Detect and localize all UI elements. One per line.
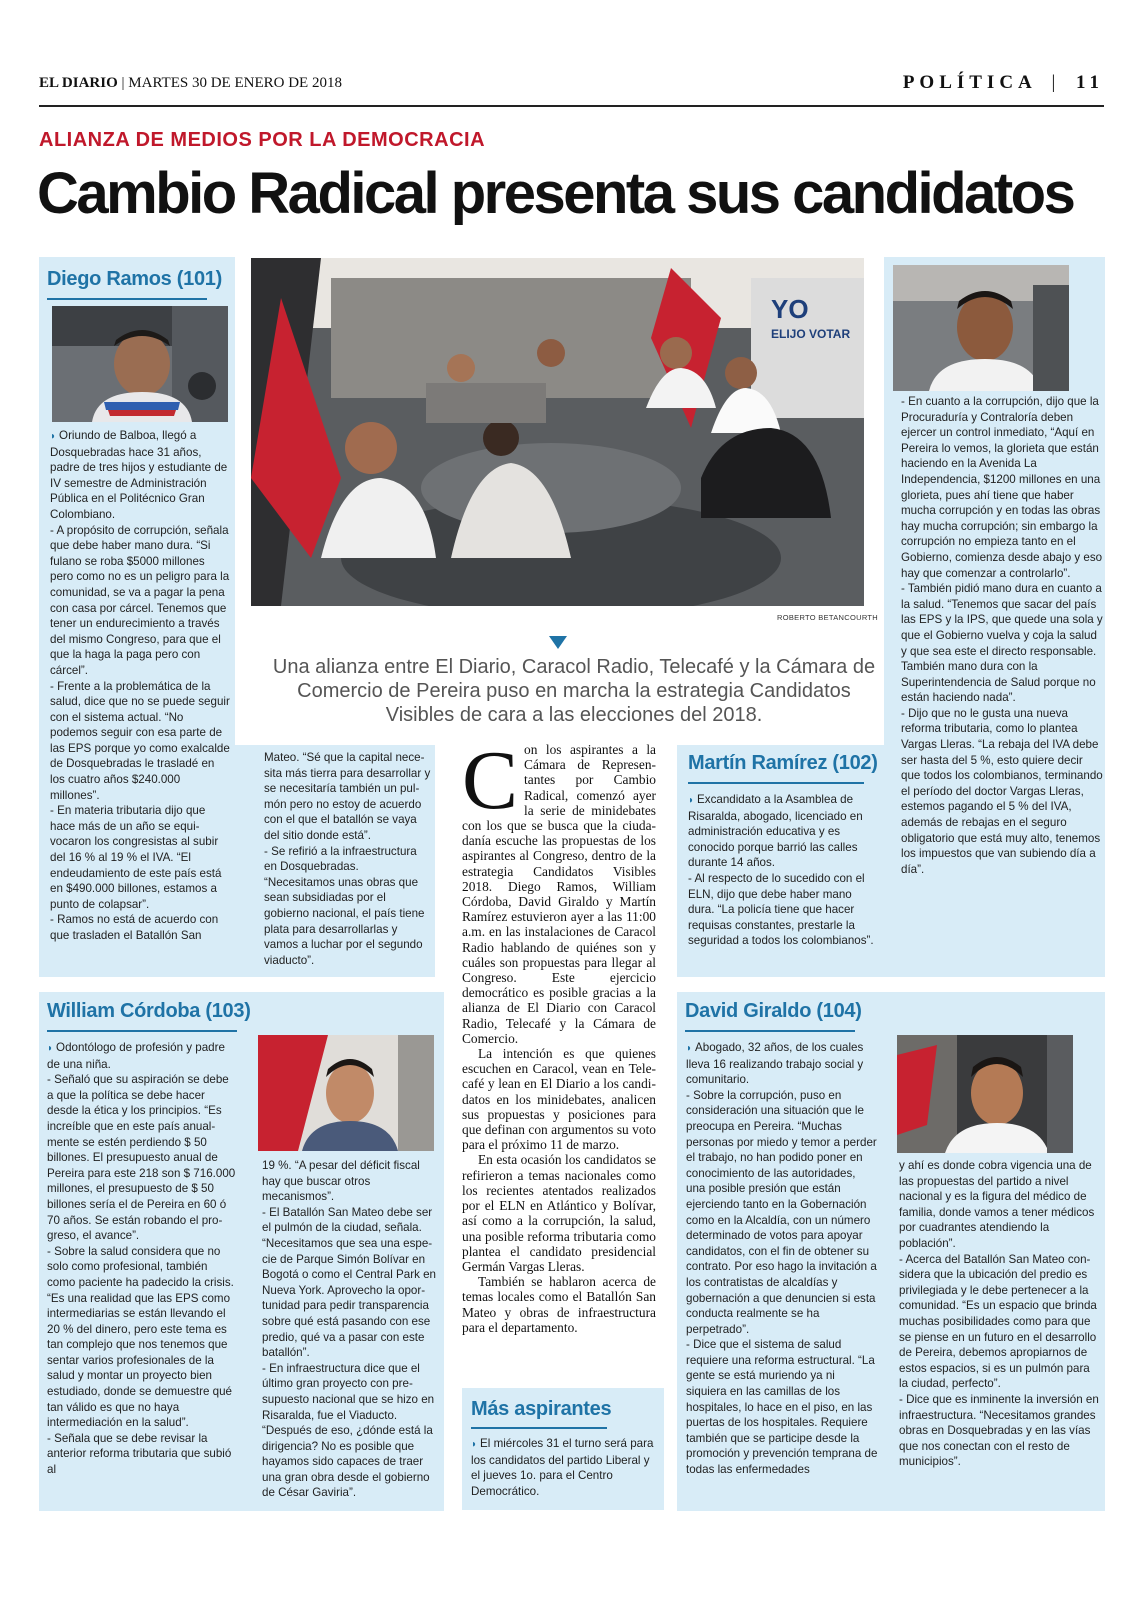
- page-number: 11: [1076, 72, 1104, 93]
- main-story: [462, 734, 656, 1335]
- bullet-triangle-icon: ◗: [686, 1043, 693, 1054]
- william-para: ◗ Odontólogo de profesión y padre de una niña.: [47, 1041, 225, 1071]
- david-para: - Dice que el sistema de salud requiere una reforma estructural. “La gente se está muriendo ya ni siquiera en las camillas de los hospitales, lo hace en el piso, en las puertas de los hospitales. Requiere también que se participe desde la promoción y prevención temprana de todas las enfermedades: [686, 1338, 878, 1477]
- diego-para: Mateo. “Sé que la capital necesita más tierra para desarrollar y se necesitaría también un pulmón pero no estoy de acuerdo con el que el batallón se vaya del sitio donde está”.: [264, 751, 431, 842]
- diego-col2: [264, 750, 432, 968]
- william-col1: [47, 1040, 237, 1478]
- diego-para: - En materia tributaria dijo que hace más de un año se equivocaron los congresistas al subir del 16 % al 19 % el IVA. “El endeudamiento de este país está en $490.000 billones, estamos a punto de colapsar”.: [50, 804, 222, 911]
- story-para: En esta ocasión los candidatos se refirieron a temas nacionales como los recientes atentados realizados por el ELN en Atlántico y Bolívar, así como a la corrupción, la salud, una posible reforma tributaria como plantea el candidato presidencial Germán Vargas Lleras.: [462, 1152, 656, 1274]
- mas-text: ◗ El miércoles 31 el turno será para los candidatos del partido Liberal y el jueves 1o. para el Centro Democrático.: [471, 1437, 654, 1498]
- david-title-rule: [685, 1030, 855, 1032]
- diego-title-rule: [47, 298, 207, 300]
- deck: Una alianza entre El Diario, Caracol Radio, Telecafé y la Cámara de Comercio de Pereira puso en marcha la estrategia Candidatos Visibles de cara a las elecciones del 2018.: [272, 656, 876, 726]
- bullet-triangle-icon: ◗: [47, 1043, 54, 1054]
- david-photo: [897, 1035, 1073, 1153]
- william-photo: [258, 1035, 434, 1151]
- martin-text: [688, 792, 878, 949]
- martin-title-rule: [688, 782, 864, 784]
- diego-para: - Frente a la problemática de la salud, dice que no se puede seguir con el sistema actual. “No podemos seguir con esa parte de las EPS porque yo como exalcalde de Dosquebradas le trasladé en los cuatro años $240.000 millones”.: [50, 679, 230, 802]
- william-para: - Señala que se debe revisar la anterior reforma tributaria que subió al: [47, 1431, 232, 1477]
- martin-photo: [893, 265, 1069, 391]
- headline: Cambio Radical presenta sus candidatos: [37, 161, 1074, 226]
- david-title: David Giraldo (104): [685, 1000, 862, 1022]
- mas-title-rule: [471, 1427, 607, 1429]
- martin-title: Martín Ramírez (102): [688, 752, 878, 774]
- section-name: POLÍTICA: [902, 72, 1036, 93]
- diego-photo: [52, 306, 228, 422]
- story-para: También se hablaron acerca de temas locales como el Batallón San Mateo y obras de infraestructura para el departamento.: [462, 1274, 656, 1335]
- diego-para: - Ramos no está de acuerdo con que trasladen el Batallón San: [50, 913, 219, 942]
- header-rule: [39, 105, 1104, 107]
- mas-title: Más aspirantes: [471, 1398, 612, 1420]
- david-para: - Sobre la corrupción, puso en consideración una situación que le preocupa en Pereira. “Muchas personas por miedo y temor a perder el trabajo, no han podido poner en conocimiento de las autoridades, una posible presión que están ejerciendo tanto en la Gobernación como en la Alcaldía, con un número determinado de votos para apoyar candidatos, con el fin de obtener su contrato. Por eso hago la invitación a los contratistas de alcaldías y gobernación a que denuncien si esta conducta realmente se ha perpetrado”.: [686, 1088, 877, 1336]
- david-para: ◗ Abogado, 32 años, de los cuales lleva 16 realizando trabajo social y comunitario.: [686, 1041, 864, 1087]
- right-para: - En cuanto a la corrupción, dijo que la Procuraduría y Contraloría deben ejercer un control inmediato, “Aquí en Pereira lo vemos, la glorieta que están haciendo en la Avenida La Independencia, $1200 millones en una glorieta, pues ahí tiene que haber mucha corrupción y en todas las obras hay mucha corrupción; sin embargo la corrupción no empieza tanto en el Gobierno, comienza desde abajo y eso hay que comenzar a controlarlo”.: [901, 395, 1103, 580]
- right-para: - Dijo que no le gusta una nueva reforma tributaria, como lo plantea Vargas Lleras. “La rebaja del IVA debe ser hasta del 5 %, esto quiere decir que todos los colombianos, terminando el período del doctor Vargas Lleras, estemos pagando el 5 % del IVA, además de rebajas en el seguro obligatorio que está muy alto, tenemos los impuestos que van subiendo día a día”.: [901, 706, 1103, 876]
- david-para: - Acerca del Batallón San Mateo considera que la ubicación del predio es privilegiada y le debe pertenecer a la comunidad. “Es un espacio que brinda muchas posibilidades como para que se piense en un futuro en el desarrollo de Pereira, debemos apropiarnos de estos espacios, si es un pulmón para la ciudad, perfecto”.: [899, 1252, 1097, 1391]
- david-para: - Dice que es inminente la inversión en infraestructura. “Necesitamos grandes obras en Dosquebradas y en las vías que nos conectan con el resto de municipios”.: [899, 1392, 1099, 1469]
- story-para: on los aspirantes a la Cámara de Representantes por Cambio Radical, comenzó ayer la serie de minidebates con los que se busca que la ciudadanía escuche las propuestas de los aspirantes al Congreso, dentro de la estrategia Candidatos Visibles 2018. Diego Ramos, William Córdoba, David Giraldo y Martín Ramírez estuvieron ayer a las 11:00 a.m. en las instalaciones de Caracol Radio hablando de quiénes son y cuáles son propuestas para llegar al Congreso. Este ejercicio democrático es posible gracias a la alianza de El Diario con Caracol Radio, Telecafé y la Cámara de Comercio.: [462, 742, 656, 1046]
- story-para: La intención es que quienes escuchen en Caracol, vean en Telecafé y lean en El Diario a los candidatos en los minidebates, analicen sus propuestas y posiciones para que definan con argumentos su voto para el próximo 11 de marzo.: [462, 1046, 656, 1153]
- martin-para: - Al respecto de lo sucedido con el ELN, dijo que debe haber mano dura. “La policía tiene que hacer requisas constantes, prestarle la seguridad a todos los colombianos”.: [688, 871, 874, 948]
- william-para: - El Batallón San Mateo debe ser el pulmón de la ciudad, señala. “Necesitamos que sea una especie de Parque Simón Bolívar en Bogotá o como el Central Park en Nueva York. Aprovecho la oportunidad para pedir transparencia sobre qué está pasando con ese predio, qué va a pasar con este batallón”.: [262, 1205, 437, 1360]
- william-para: - Sobre la salud considera que no solo como profesional, también como paciente ha padecido la crisis. “Es una realidad que las EPS como intermediarias se están llevando el 20 % del dinero, pero este tema es tan complejo que nos tenemos que sentar varios profesionales de la salud y montar un proyecto bien estudiado, donde se demuestre qué tan válido es que no haya intermediación en la salud”.: [47, 1244, 234, 1430]
- svg-text:ELIJO VOTAR: ELIJO VOTAR: [771, 327, 851, 341]
- diego-para: ◗ Oriundo de Balboa, llegó a Dosquebradas hace 31 años, padre de tres hijos y estudiante de IV semestre de Administración Pública en el Politécnico Gran Colombiano.: [50, 429, 228, 521]
- william-para: - Señaló que su aspiración se debe a que la política se debe hacer desde la ética y los principios. “Es increíble que en este país anualmente se estén perdiendo $ 50 billones. El presupuesto anual de Pereira para este 218 son $ 716.000 millones, el presupuesto de $ 50 billones sería el de Pereira en 60 ó 70 años. Se están robando el progreso, el avance”.: [47, 1073, 236, 1243]
- diego-para: - Se refirió a la infraestructura en Dosquebradas. “Necesitamos unas obras que sean subsidiadas por el gobierno nacional, el país tiene plata para desarrollarlas y vamos a luchar por el segundo viaducto”.: [264, 844, 425, 967]
- right-col: [901, 394, 1103, 877]
- william-col2: [262, 1158, 440, 1501]
- drop-cap: C: [462, 734, 519, 827]
- diego-para: - A propósito de corrupción, señala que debe haber mano dura. “Si fulano se roba $5000 millones pero como no es un peligro para la comunidad, se va a pagar la pena con casa por cárcel. Tenemos que tener un endurecimiento a través del mismo Congreso, para que el que la haga la paga pero con cárcel”.: [50, 523, 230, 677]
- photo-credit: ROBERTO BETANCOURTH: [777, 613, 878, 622]
- william-title-rule: [47, 1030, 237, 1032]
- page-header-left: [39, 75, 342, 92]
- issue-date: | MARTES 30 DE ENERO DE 2018: [121, 75, 342, 91]
- header-separator: |: [1051, 72, 1061, 93]
- svg-text:YO: YO: [771, 294, 809, 324]
- page-header-right: [903, 72, 1104, 94]
- bullet-triangle-icon: ◗: [688, 795, 695, 806]
- david-para: y ahí es donde cobra vigencia una de las propuestas del partido a nivel nacional y es la figura del médico de familia, donde vamos a tener médicos por cuadrantes atendiendo la población”.: [899, 1159, 1095, 1250]
- main-photo: [251, 258, 864, 606]
- david-col1: [686, 1040, 878, 1478]
- william-para: 19 %. “A pesar del déficit fiscal hay que buscar otros mecanismos”.: [262, 1159, 420, 1204]
- william-para: - En infraestructura dice que el último gran proyecto con presupuesto nacional que se hizo en Risaralda, fue el Viaducto. “Después de eso, ¿dónde está la dirigencia? No es posible que hayamos sido capaces de traer una gran obra desde el gobierno de César Gaviria”.: [262, 1361, 435, 1500]
- william-title: William Córdoba (103): [47, 1000, 251, 1022]
- right-para: - También pidió mano dura en cuanto a la salud. “Tenemos que sacar del país las EPS y la IPS, que quede una sola y que el Gobierno vuelva y coja la salud y que sea este el directo responsable. También mano dura con la Superintendencia de Salud porque no están haciendo nada”.: [901, 582, 1103, 705]
- david-col2: [899, 1158, 1101, 1470]
- deck-arrow-icon: [549, 636, 567, 649]
- bullet-triangle-icon: ◗: [471, 1439, 478, 1450]
- bullet-triangle-icon: ◗: [50, 431, 57, 442]
- diego-col1: [50, 428, 230, 944]
- diego-title: Diego Ramos (101): [47, 268, 222, 290]
- kicker: ALIANZA DE MEDIOS POR LA DEMOCRACIA: [39, 129, 486, 151]
- newspaper-name: EL DIARIO: [39, 75, 118, 91]
- martin-para: ◗ Excandidato a la Asamblea de Risaralda, abogado, licenciado en administración educativa y es conocido porque barrió las calles durante 14 años.: [688, 793, 863, 870]
